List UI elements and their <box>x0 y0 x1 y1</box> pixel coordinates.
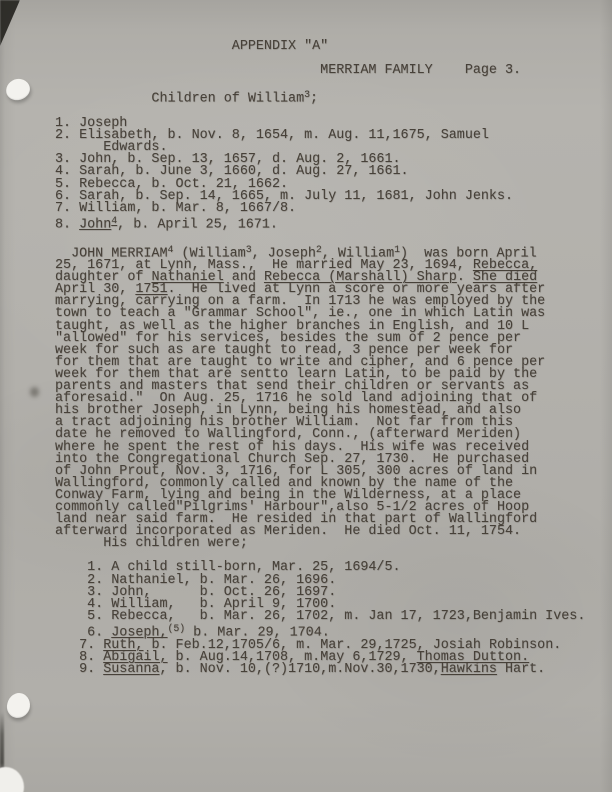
text-segment: 3 <box>245 243 252 255</box>
text-segment: Rebecca (Marshall) Sharp <box>263 270 457 286</box>
text-segment: Children of William <box>55 91 305 107</box>
text-segment: John <box>79 217 112 233</box>
text-line <box>0 538 612 550</box>
text-segment: week for them that are sentto learn Latin, to be paid by the <box>55 366 538 382</box>
text-segment: Joseph, <box>111 625 168 641</box>
text-segment: 8. <box>55 217 80 233</box>
text-segment: April 30, <box>55 282 136 298</box>
text-segment: 7. <box>55 637 104 653</box>
text-segment: 3. John, b. Oct. 26, 1697. <box>55 584 337 600</box>
text-segment: , b. April 25, 1671. <box>117 217 278 233</box>
text-line <box>0 65 612 77</box>
text-segment: , Joseph <box>251 246 316 261</box>
text-segment: 4. Sarah, b. June 3, 1660, d. Aug. 27, 1661. <box>55 164 409 180</box>
text-segment: ) was born April <box>400 246 537 261</box>
text-segment: 6. Sarah, b. Sep. 14, 1665, m. July 11, 1681, John Jenks. <box>55 188 514 204</box>
text-segment: Susanna <box>103 661 160 677</box>
text-segment: land near said farm. He resided in that part of Wallingford <box>55 512 538 528</box>
text-segment: Hawkins <box>440 661 497 677</box>
text-segment: 3 <box>304 89 310 101</box>
text-segment: Thomas Dutton. <box>416 649 530 665</box>
text-segment: town to teach a "Grammar School", ie., one in which Latin was <box>55 306 546 322</box>
text-segment: . <box>456 270 473 286</box>
text-segment: Nathaniel <box>151 270 224 286</box>
text-segment: APPENDIX "A" <box>55 39 329 54</box>
text-segment: His children were; <box>55 536 248 552</box>
text-segment: She died <box>472 270 538 286</box>
text-segment: afterward incorporated as Meriden. He died Oct. 11, 1754. <box>55 524 522 540</box>
text-segment: 3. John, b. Sep. 13, 1657, d. Aug. 2, 1661. <box>55 152 401 168</box>
text-segment: 5. Rebecca, b. Mar. 26, 1702, m. Jan 17, 1723,Benjamin Ives. <box>55 608 586 624</box>
text-segment: Conway Farm, lying and being in the Wilderness, at a place <box>55 487 522 503</box>
text-segment: 4 <box>167 243 174 255</box>
text-segment: Edwards. <box>55 140 168 156</box>
text-line <box>0 77 612 89</box>
text-segment: ; <box>310 91 319 107</box>
text-segment: 6. <box>55 625 112 641</box>
text-segment: (5) <box>167 622 186 634</box>
text-segment: b. Mar. 29, 1704. <box>185 625 330 641</box>
text-segment: 1. Joseph <box>55 116 128 132</box>
text-segment: daughter of <box>55 270 152 286</box>
text-segment: , William <box>321 246 395 261</box>
text-segment: for them that are taught to write and cipher, and 6 pence per <box>55 354 546 370</box>
text-segment: date he removed to Wallingford, Conn., (afterward Meriden) <box>55 427 522 443</box>
text-segment: Rebecca, <box>472 258 538 274</box>
text-segment: where he spent the rest of his days. His wife was received <box>55 439 530 455</box>
text-segment: 25, 1671, at Lynn, Mass., He married May 23, 1694, <box>55 258 473 274</box>
text-line <box>0 200 612 216</box>
text-segment: "allowed" for his services, besides the sum of 2 pence per <box>55 330 522 346</box>
text-segment: his brother Joseph, in Lynn, being his homestead, and also <box>55 403 522 419</box>
text-segment: MERRIAM FAMILY Page 3. <box>55 63 522 79</box>
text-segment: Abigail, <box>103 649 168 665</box>
torn-corner-notch <box>0 767 24 792</box>
text-line <box>0 215 612 232</box>
text-segment: 4 <box>111 214 118 226</box>
text-segment: JOHN MERRIAM <box>55 246 168 261</box>
text-segment: b. Feb.12,1705/6, m. Mar. 29,1725, Josiah Robinson. <box>143 637 562 653</box>
text-segment: 1 <box>394 243 401 255</box>
document-lines <box>0 41 612 676</box>
text-line <box>0 41 612 53</box>
text-line <box>0 89 612 106</box>
text-segment: week for such as are taught to read, 3 pence per week for <box>55 342 514 358</box>
text-segment: 1751 <box>135 282 168 298</box>
text-segment: 2. Elisabeth, b. Nov. 8, 1654, m. Aug. 11,1675, Samuel <box>55 128 489 144</box>
text-segment: 2 <box>315 243 322 255</box>
text-line <box>0 661 612 677</box>
text-segment: 4. William, b. April 9, 1700. <box>55 596 337 612</box>
text-segment: commonly called"Pilgrims' Harbour",also 5-1/2 acres of Hoop <box>55 499 530 515</box>
text-segment: into the Congregational Church Sep. 27, 1730. He purchased <box>55 451 530 467</box>
text-segment: aforesaid." On Aug. 25, 1716 he sold land adjoining that of <box>55 391 538 407</box>
punch-hole-bottom <box>6 692 31 719</box>
text-segment: of John Prout, Nov. 3, 1716, for L 305, 300 acres of land in <box>55 463 538 479</box>
text-segment: b. Aug.14,1708, m.May 6,1729, <box>167 649 417 665</box>
text-segment: (William <box>173 246 246 261</box>
text-line <box>0 231 612 243</box>
text-segment: taught, as well as the higher branches in English, and 10 L <box>55 318 530 334</box>
text-segment: Wallingford, commonly called and known by the name of the <box>55 475 514 491</box>
text-segment: and <box>223 270 264 286</box>
text-segment: . He lived at Lynn a score or more years after <box>167 282 546 298</box>
text-line <box>0 608 612 624</box>
page-corner-shadow <box>0 0 20 46</box>
text-segment: 1. A child still-born, Mar. 25, 1694/5. <box>55 560 401 576</box>
text-segment: 7. William, b. Mar. 8, 1667/8. <box>55 200 297 216</box>
text-segment: a tract adjoining his brother William. Not far from this <box>55 415 514 431</box>
text-segment: parents and masters that send their children or servants as <box>55 379 530 395</box>
text-segment: , b. Nov. 10,(?)1710,m.Nov.30,1730, <box>159 661 441 677</box>
text-segment: marrying, carrying on a farm. In 1713 he was employed by the <box>55 294 546 310</box>
text-segment: Hart. <box>496 661 546 677</box>
text-segment: 9. <box>55 661 104 677</box>
text-segment: Ruth, <box>103 637 144 653</box>
text-segment: 8. <box>55 649 104 665</box>
text-segment: 2. Nathaniel, b. Mar. 26, 1696. <box>55 572 337 588</box>
text-segment: 5. Rebecca, b. Oct. 21, 1662. <box>55 176 289 192</box>
